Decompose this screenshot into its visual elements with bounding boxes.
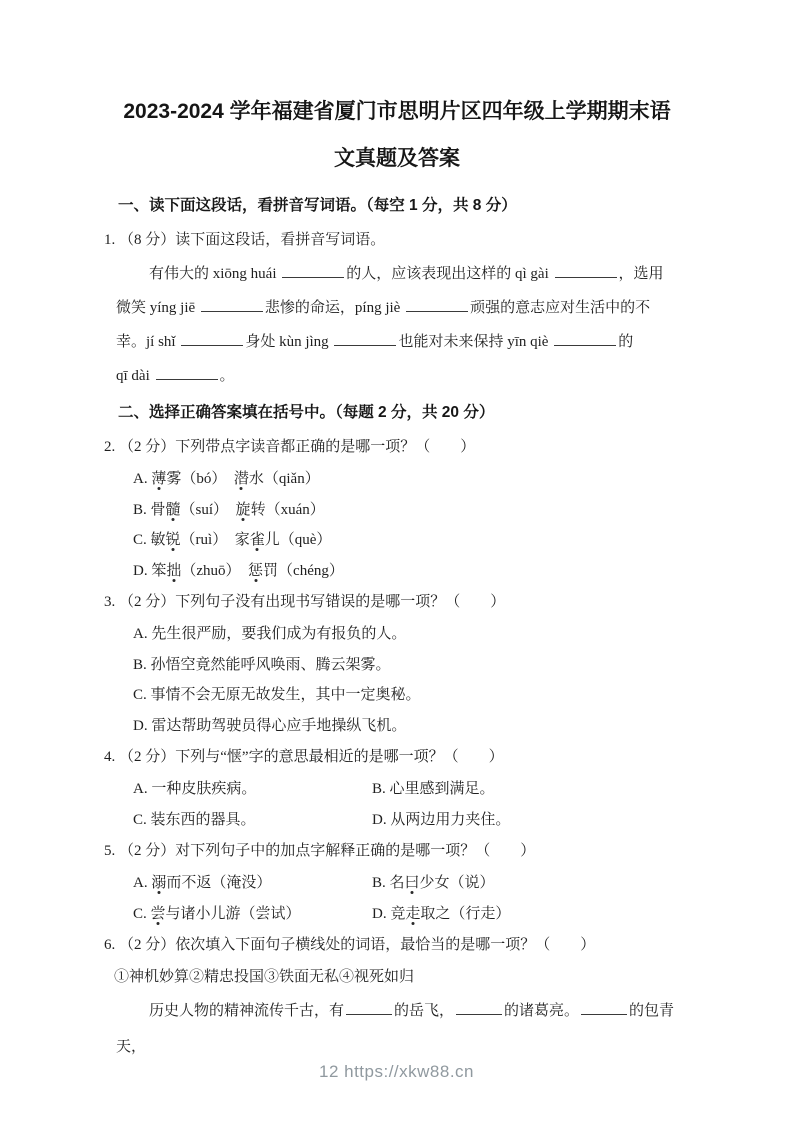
emphasis-dotted-char: 旋: [235, 501, 251, 518]
text-segment: 的包青天，: [116, 1003, 675, 1055]
emphasis-dotted-char: 锐: [165, 532, 181, 548]
section-2-heading: 二、选择正确答案填在括号中。（每题 2 分，共 20 分）: [118, 404, 495, 421]
question-5-stem: 5. （2 分）对下列句子中的加点字解释正确的是哪一项？（ ）: [104, 843, 536, 859]
page-title: [104, 88, 690, 182]
question-5-option-d: [372, 899, 690, 930]
answer-blank: [555, 263, 617, 278]
question-4-stem: 4. （2 分）下列与“惬”字的意思最相近的是哪一项？（ ）: [104, 749, 504, 765]
text-segment: 的诸葛亮。: [504, 1003, 580, 1019]
answer-blank: [554, 331, 616, 346]
text-segment: 。: [219, 368, 235, 384]
emphasis-dotted-char: 曰: [404, 875, 420, 891]
text-segment: 而不返（淹没）: [166, 875, 272, 891]
emphasis-dotted-char: 溺: [151, 875, 167, 891]
question-5-option-a: [133, 868, 372, 899]
text-segment: D. 竞: [372, 905, 406, 922]
text-segment: A.: [133, 471, 152, 487]
question-1-passage: [116, 257, 690, 393]
text-segment: 罚（chéng）: [263, 562, 344, 579]
text-segment: （suí）: [180, 501, 236, 518]
question-4-option-d: D. 从两边用力夹住。: [372, 811, 511, 828]
text-segment: 历史人物的精神流传千古，有: [149, 1003, 345, 1019]
text-segment: 水（qiǎn）: [248, 471, 320, 487]
text-segment: 的人，应该表现出这样的 qì gài: [346, 266, 553, 282]
page-title-line-1: 2023-2024 学年福建省厦门市思明片区四年级上学期期末语: [123, 100, 671, 123]
question-2-option-b: [133, 495, 690, 526]
question-4-row-2: [133, 805, 690, 836]
text-segment: A.: [133, 875, 152, 891]
text-segment: qī dài: [116, 368, 154, 384]
emphasis-dotted-char: 髓: [165, 501, 181, 518]
question-3-option-c: C. 事情不会无原无故发生，其中一定奥秘。: [133, 687, 421, 703]
emphasis-dotted-char: 拙: [166, 562, 182, 579]
text-segment: 也能对未来保持 yīn qiè: [398, 334, 553, 350]
answer-blank: [581, 1000, 627, 1015]
passage-line-4: [116, 359, 690, 393]
question-3-option-b: B. 孙悟空竟然能呼风唤雨、腾云架雾。: [133, 656, 391, 673]
question-6-word-choices: ①神机妙算②精忠投国③铁面无私④视死如归: [114, 969, 415, 985]
question-4-option-a: A. 一种皮肤疾病。: [133, 781, 257, 797]
text-segment: C. 敏: [133, 532, 166, 548]
question-2-option-a: [133, 464, 690, 495]
text-segment: 身处 kùn jìng: [245, 334, 333, 350]
text-segment: 转（xuán）: [250, 501, 325, 518]
page-title-line-2: 文真题及答案: [334, 147, 460, 170]
emphasis-dotted-char: 惩: [248, 562, 264, 579]
page-content: [104, 88, 690, 1065]
emphasis-dotted-char: 薄: [151, 471, 167, 487]
answer-blank: [346, 1000, 392, 1015]
text-segment: （ruì） 家: [180, 532, 250, 548]
text-segment: C.: [133, 905, 151, 922]
text-segment: 有伟大的 xiōng huái: [149, 266, 281, 282]
text-segment: ，选用: [618, 266, 664, 282]
answer-blank: [334, 331, 396, 346]
text-segment: 微笑 yíng jiē: [116, 300, 199, 316]
text-segment: 悲惨的命运，píng jiè: [264, 300, 405, 316]
question-3-option-d: D. 雷达帮助驾驶员得心应手地操纵飞机。: [133, 717, 407, 734]
text-segment: 的岳飞，: [394, 1003, 455, 1019]
text-segment: 的: [618, 334, 634, 350]
answer-blank: [156, 365, 218, 380]
passage-line-3: [116, 325, 690, 359]
question-2-option-c: [133, 525, 690, 556]
answer-blank: [201, 297, 263, 312]
answer-blank: [406, 297, 468, 312]
question-4-option-b: B. 心里感到满足。: [372, 781, 495, 797]
text-segment: 雾（bó）: [166, 471, 234, 487]
answer-blank: [456, 1000, 502, 1015]
question-5-row-1: [133, 868, 690, 899]
emphasis-dotted-char: 走: [405, 905, 421, 922]
text-segment: 与诸小儿游（尝试）: [165, 905, 301, 922]
text-segment: B. 骨: [133, 501, 166, 518]
text-segment: 幸。jí shǐ: [116, 334, 180, 350]
question-2-option-d: [133, 556, 690, 587]
answer-blank: [181, 331, 243, 346]
question-4-option-c: C. 装东西的器具。: [133, 811, 256, 828]
passage-line-2: [116, 291, 690, 325]
text-segment: 顽强的意志应对生活中的不: [470, 300, 651, 316]
text-segment: D. 笨: [133, 562, 167, 579]
question-1-stem: 1. （8 分）读下面这段话，看拼音写词语。: [104, 232, 386, 248]
question-5-option-b: [372, 868, 690, 899]
text-segment: 少女（说）: [419, 875, 495, 891]
emphasis-dotted-char: 雀: [249, 532, 265, 548]
emphasis-dotted-char: 潜: [233, 471, 249, 487]
passage-line-1: [116, 257, 690, 291]
question-2-stem: 2. （2 分）下列带点字读音都正确的是哪一项？（ ）: [104, 439, 476, 455]
question-4-row-1: [133, 774, 690, 805]
question-6-stem: 6. （2 分）依次填入下面句子横线处的词语，最恰当的是哪一项？（ ）: [104, 937, 596, 953]
text-segment: 儿（què）: [264, 532, 332, 548]
question-5-option-c: [133, 899, 372, 930]
page-footer: [0, 1062, 793, 1082]
question-6-sentence: [116, 993, 690, 1065]
answer-blank: [282, 263, 344, 278]
section-1-heading: 一、读下面这段话，看拼音写词语。（每空 1 分，共 8 分）: [118, 197, 517, 214]
text-segment: B. 名: [372, 875, 405, 891]
page-number-and-url: 12 https://xkw88.cn: [318, 1062, 475, 1081]
text-segment: 取之（行走）: [420, 905, 511, 922]
text-segment: （zhuō）: [181, 562, 249, 579]
question-3-option-a: A. 先生很严励，要我们成为有报负的人。: [133, 626, 407, 642]
question-5-row-2: [133, 899, 690, 930]
emphasis-dotted-char: 尝: [150, 905, 166, 922]
question-3-stem: 3. （2 分）下列句子没有出现书写错误的是哪一项？（ ）: [104, 594, 506, 610]
